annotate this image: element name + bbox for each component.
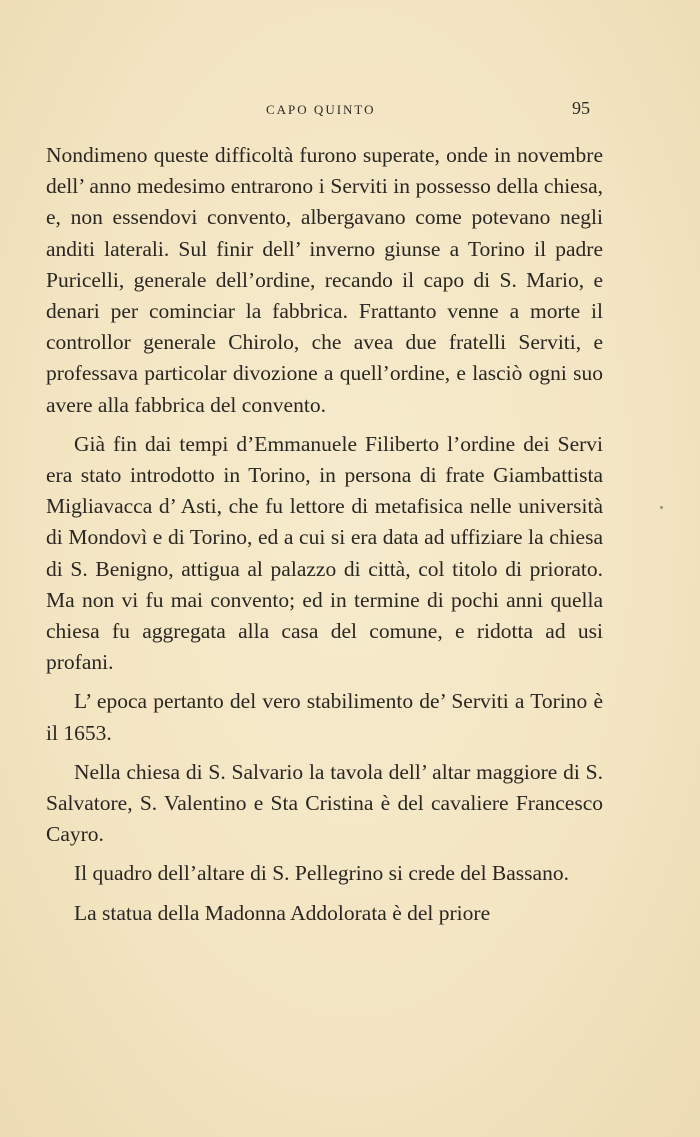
running-head: CAPO QUINTO	[266, 102, 376, 117]
paragraph: Già fin dai tempi d’Emmanuele Filiberto l’ordine dei Servi era stato introdotto in Torino, in persona di frate Giambattista Migliavacca d’ Asti, che fu lettore di metafisica nelle università di Mondovì e di Torino, ed a cui si era data ad uffiziare la chiesa di S. Benigno, attigua al palazzo di città, col titolo di priorato. Ma non vi fu mai convento; ed in termine di pochi anni quella chiesa fu aggregata alla casa del comune, e ridotta ad usi profani.	[46, 431, 603, 675]
page-number: 95	[572, 98, 590, 118]
paper-speck	[660, 506, 663, 509]
page-header	[0, 98, 700, 122]
body-text	[46, 140, 603, 937]
paragraph: L’ epoca pertanto del vero stabilimento de’ Serviti a Torino è il 1653.	[46, 689, 603, 745]
paragraph: La statua della Madonna Addolorata è del priore	[74, 900, 491, 925]
paragraph: Nella chiesa di S. Salvario la tavola dell’ altar maggiore di S. Salvatore, S. Valentino e Sta Cristina è del cavaliere Francesco Cayro.	[46, 759, 603, 847]
paragraph: Nondimeno queste difficoltà furono superate, onde in novembre dell’ anno medesimo entrarono i Serviti in possesso della chiesa, e, non essendovi convento, albergavano come potevano negli anditi laterali. Sul finir dell’ inverno giunse a Torino il padre Puricelli, generale dell’ordine, recando il capo di S. Mario, e denari per cominciar la fabbrica. Frattanto venne a morte il controllor generale Chirolo, che avea due fratelli Serviti, e professava particolar divozione a quell’ordine, e lasciò ogni suo avere alla fabbrica del convento.	[46, 143, 603, 417]
paragraph: Il quadro dell’altare di S. Pellegrino si crede del Bassano.	[74, 861, 569, 886]
